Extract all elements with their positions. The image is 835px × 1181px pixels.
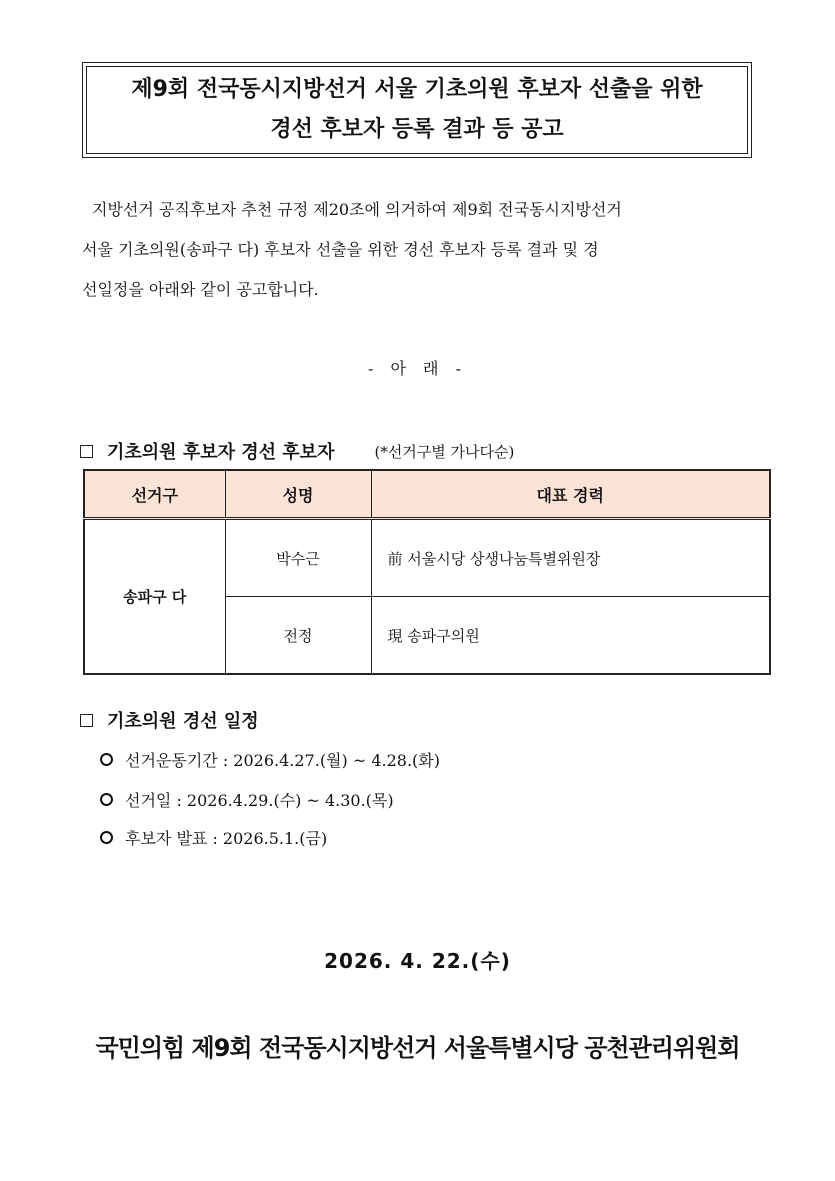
schedule-item (100, 788, 394, 811)
intro-line-3: 선일정을 아래와 같이 공고합니다. (82, 280, 319, 299)
checkbox-square-icon (80, 714, 93, 727)
schedule-item-text: 후보자 발표 : 2026.5.1.(금) (125, 829, 328, 848)
header-district: 선거구 (84, 470, 225, 519)
organization-name: 국민의힘 제9회 전국동시지방선거 서울특별시당 공천관리위원회 (95, 1034, 740, 1062)
schedule-item-text: 선거일 : 2026.4.29.(수) ~ 4.30.(목) (125, 791, 394, 810)
table-header-row (84, 470, 770, 519)
section-candidates-heading (80, 438, 514, 464)
table-row (84, 519, 770, 597)
candidate-name: 박수근 (225, 519, 371, 597)
candidate-career: 現 송파구의원 (371, 597, 770, 675)
circle-bullet-icon (100, 753, 113, 766)
candidate-table (83, 469, 771, 675)
title-line-1: 제9회 전국동시지방선거 서울 기초의원 후보자 선출을 위한 (131, 77, 703, 102)
schedule-item (100, 826, 327, 849)
district-cell: 송파구 다 (84, 519, 225, 675)
circle-bullet-icon (100, 831, 113, 844)
section-schedule-heading (80, 707, 259, 733)
title-line-2: 경선 후보자 등록 결과 등 공고 (270, 117, 564, 142)
intro-line-1: 지방선거 공직후보자 추천 규정 제20조에 의거하여 제9회 전국동시지방선거 (92, 200, 622, 219)
title-box (82, 62, 752, 158)
intro-line-2: 서울 기초의원(송파구 다) 후보자 선출을 위한 경선 후보자 등록 결과 및 경 (82, 240, 599, 259)
title-inner (86, 66, 748, 154)
candidate-name: 전정 (225, 597, 371, 675)
section-candidates-note: (*선거구별 가나다순) (374, 442, 515, 461)
intro-paragraph (82, 190, 754, 310)
schedule-item (100, 748, 440, 771)
section-candidates-title: 기초의원 후보자 경선 후보자 (107, 442, 335, 463)
circle-bullet-icon (100, 793, 113, 806)
arae-heading: - 아 래 - (368, 359, 467, 378)
header-career: 대표 경력 (371, 470, 770, 519)
header-name: 성명 (225, 470, 371, 519)
checkbox-square-icon (80, 445, 93, 458)
candidate-career: 前 서울시당 상생나눔특별위원장 (371, 519, 770, 597)
section-schedule-title: 기초의원 경선 일정 (107, 711, 259, 732)
announcement-date: 2026. 4. 22.(수) (324, 949, 511, 973)
schedule-item-text: 선거운동기간 : 2026.4.27.(월) ~ 4.28.(화) (125, 751, 440, 770)
